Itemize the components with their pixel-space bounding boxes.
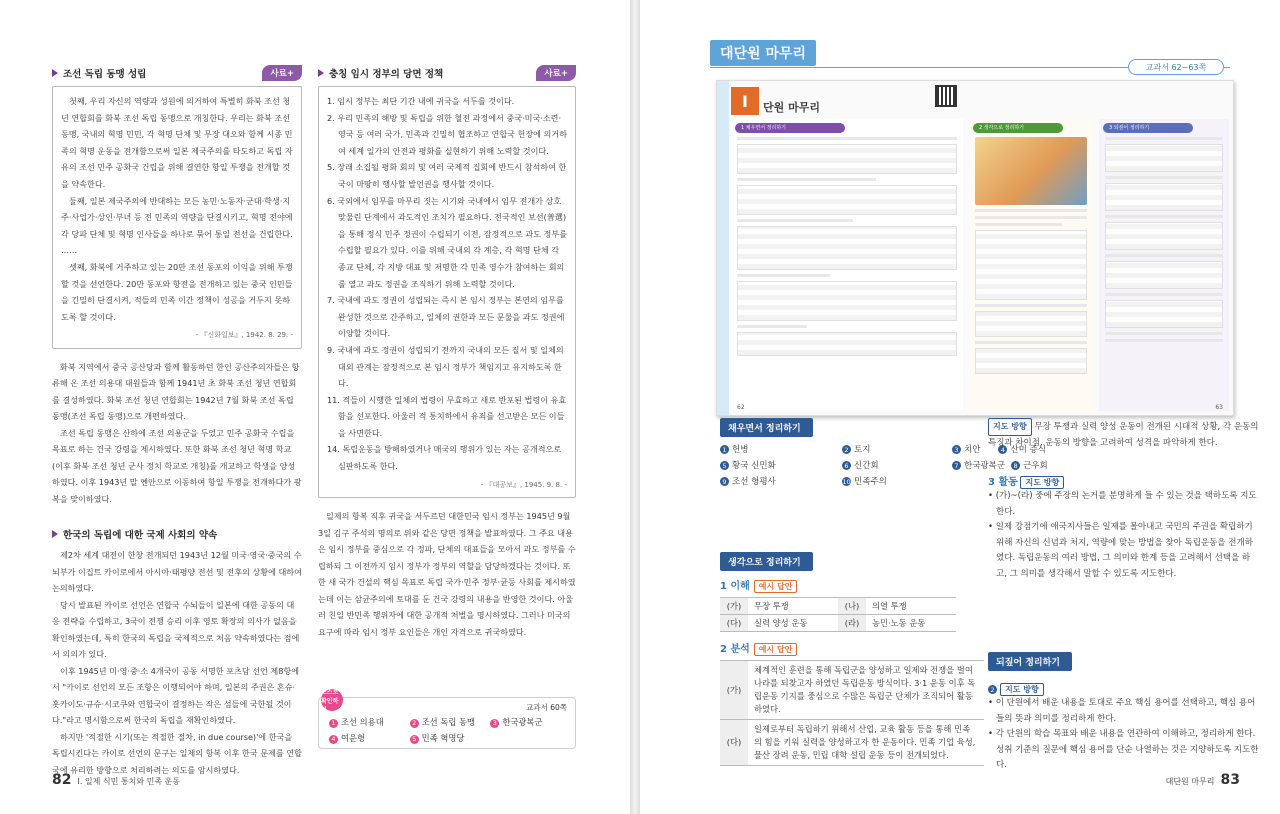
- triangle-bullet-icon: [52, 69, 58, 77]
- body-paragraph: 하지만 '적절한 시기(또는 적절한 절차, in due course)'에 한국을 독립시킨다는 카이로 선언의 문구는 일제의 항복 이후 한국 문제를 연합국에 유리한 방향으로 처리하려는 의도를 암시하였다.: [52, 731, 302, 775]
- thumbnail-page-left: 62: [737, 404, 745, 411]
- answer-table-1: [720, 597, 956, 632]
- source-citation: - 『신화일보』, 1942. 8. 29. -: [195, 331, 293, 340]
- body-paragraph: 제2차 세계 대전이 한창 전개되던 1943년 12월 미국·영국·중국의 수뇌부가 이집트 카이로에서 아시아·태평양 전선 및 전후의 상황에 대하여 논의하였다.: [52, 550, 302, 594]
- left-column-1: [52, 64, 302, 778]
- section-header-chongqing-policy: [318, 64, 576, 82]
- thumbnail-page-right: 63: [1215, 404, 1223, 411]
- body-paragraph: 당시 발표된 카이로 선언은 연합국 수뇌들이 일본에 대한 공동의 대응 전략을 수립하고, 3국이 전쟁 승리 이후 영토 확장의 의사가 없음을 확인하였는데, 특히 한국의 독립을 국제적으로 처음 약속하였다는 점에서 의의가 있다.: [52, 599, 300, 660]
- example-answer-pill: 예시 답안: [754, 643, 798, 656]
- thumbnail-column-1: [731, 119, 963, 411]
- policy-item: 5. 장래 소집될 평화 회의 및 여러 국제적 집회에 반드시 참석하여 한국이 마땅히 행사할 발언권을 행사할 것이다.: [327, 162, 567, 189]
- answer-item: 7 한국광복군 8 근우회: [952, 459, 1062, 471]
- textbook-page-ref: 교과서 62~63쪽: [1128, 59, 1224, 75]
- thumbnail-side-strip: [717, 81, 729, 415]
- table-row: (다) 실력 양성 운동 (라) 농민·노동 운동: [720, 615, 956, 632]
- body-text-1: [52, 359, 302, 508]
- answer-item: 6 신간회: [842, 459, 952, 471]
- left-footer: [52, 772, 180, 788]
- policy-list: [327, 93, 567, 475]
- page-number: 83: [1220, 772, 1240, 788]
- source-paragraph: 둘째, 일본 제국주의에 반대하는 모든 농민·노동자·군대·학생·지주·사업가·상인·부녀 등 전 민족의 역량을 단결시키고, 혁명 전야에 각 당파 단체 및 혁명 인사들을 하나로 묶어 통일 전선을 건립한다. ……: [61, 195, 293, 256]
- chapter-label: I. 일제 식민 통치와 민족 운동: [77, 777, 181, 786]
- activity-heading: 3 활동: [988, 477, 1018, 488]
- source-citation: - 『대공보』, 1945. 9. 8. -: [480, 480, 567, 489]
- thumbnail-title: 단원 마무리: [763, 101, 820, 114]
- guide-paragraph: 지도 방향 무장 투쟁과 실력 양성 운동이 전개된 시대적 상황, 각 운동의 특징과 차이점, 운동의 방향을 고려하여 성격을 파악하게 한다.: [988, 418, 1260, 451]
- thumbnail-caption: 2 생각으로 정리하기: [973, 123, 1063, 133]
- source-tag: 사료+: [262, 65, 302, 81]
- body-text-3: [318, 508, 576, 640]
- example-answer-pill: 예시 답안: [754, 580, 798, 593]
- triangle-bullet-icon: [52, 530, 58, 538]
- answer-item: 2 토지: [842, 443, 952, 455]
- table-row: (가) 체계적인 훈련을 통해 독립군을 양성하고 일제와 전쟁을 벌여 나라를 되찾고자 하였던 독립운동 방식이다. 3·1 운동 이후 독립운동 기지를 중심으로 수많은 독립군 단체가 조직되어 활동하였다.: [720, 661, 984, 720]
- section-title: 충칭 임시 정부의 당면 정책: [329, 69, 444, 80]
- bullet-item: • 이 단원에서 배운 내용을 토대로 주요 핵심 용어를 선택하고, 핵심 용어들의 뜻과 의미를 정리하게 한다.: [988, 698, 1256, 724]
- body-paragraph: 화북 지역에서 중국 공산당과 함께 활동하던 한인 공산주의자들은 항류해 온 조선 의용대 대원들과 함께 1941년 초 화북 조선 청년 연합회를 결성하였다. 화북 조선 청년 연합회는 1942년 7월 화북 조선 독립 동맹(조선 독립 동맹)으로 개편하였다.: [52, 361, 300, 422]
- left-column-2: [318, 64, 576, 640]
- recap-section: 되짚어 정리하기 2 지도 방향 • 이 단원에서 배운 내용을 토대로 주요 핵심 용어를 선택하고, 핵심 용어들의 뜻과 의미를 정리하게 한다. • 각 단원의 학습 목표와 배운 내용을 연관하여 이해하고, 정리하게 한다. 성취 기준의 질문에 핵심 용어를 단순 나열하는 것은 지양하도록 지도한다.: [988, 652, 1260, 774]
- right-footer: [1166, 772, 1240, 788]
- right-page: [640, 0, 1280, 814]
- source-paragraph: 첫째, 우리 자신의 역량과 성원에 의거하여 특별히 화북 조선 청년 연합회를 화북 조선 독립 동맹으로 개칭한다. 우리는 화북 조선 동맹, 국내의 혁명 민민, 각 혁명 단체 및 무장 대오와 함께 시종 민족의 혁명 운동을 전개함으로써 일본 제국주의를 타도하고 독립 자유의 조선 민주 공화국 건립을 위해 결연한 항일 투쟁을 전개할 것을 약속한다.: [61, 96, 293, 189]
- page-number: 82: [52, 772, 72, 788]
- section-chip: 되짚어 정리하기: [988, 652, 1072, 671]
- triangle-bullet-icon: [318, 69, 324, 77]
- thumbnail-caption: 1 채우면서 정리하기: [735, 123, 845, 133]
- body-paragraph: 일제의 항복 직후 귀국을 서두르던 대한민국 임시 정부는 1945년 9월 3일 김구 주석의 명의로 위와 같은 당면 정책을 발표하였다. 그 주요 내용은 임시 정부를 중심으로 각 정파, 단체의 대표들을 모아서 과도 정부를 수립하되 그 이전까지 임시 정부가 정부의 역할을 담당하겠다는 것이다. 또한 새 국가 건설의 핵심 목표로 독립 국가·민주 정부·균등 사회를 제시하였는데 이는 삼균주의에 토대를 둔 건국 강령의 내용을 반영한 것이다. 아울러 친일 반민족 행위자에 대한 공개적 처벌을 명시하였다. 그러나 미국의 요구에 따라 임시 정부 요인들은 개인 자격으로 귀국하였다.: [318, 511, 576, 637]
- answer-table-2: [720, 660, 984, 766]
- table-row: (가) 무장 투쟁 (나) 의열 투쟁: [720, 598, 956, 615]
- self-check-quiz: [318, 688, 576, 749]
- question-heading: 1 이해: [720, 581, 750, 592]
- answer-item: 1 헌병: [720, 443, 842, 455]
- policy-item: 9. 국내에 과도 정권이 성립되기 전까지 국내의 모든 질서 및 일체의 대외 관계는 잠정적으로 본 임시 정부가 책임지고 유지하도록 한다.: [327, 344, 564, 389]
- bullet-item: • 일제 강점기에 애국지사들은 일제를 몰아내고 국민의 주권을 확립하기 위해 자신의 신념과 처지, 역량에 맞는 방법을 찾아 독립운동을 전개하였다. 독립운동의 여러 방법, 그 의미와 한계 등을 고려해서 선택을 하고, 그 의미를 생각해서 말할 수 있도록 지도한다.: [988, 522, 1253, 579]
- body-text-2: [52, 547, 302, 778]
- policy-item: 11. 적들이 시행한 일체의 법령이 무효하고 새로 반포된 법령이 유효함을 선포한다. 아울러 적 통치하에서 유죄를 선고받은 모든 이들을 사면한다.: [327, 394, 567, 438]
- answer-item: 10 민족주의: [842, 477, 887, 487]
- quiz-answer: 5 민족 혁명당: [410, 732, 485, 744]
- answer-item: 9 조선 형평사: [720, 475, 842, 487]
- illustration-image: [975, 137, 1087, 205]
- book-spine: [630, 0, 640, 814]
- source-tag: 사료+: [536, 65, 576, 81]
- quiz-answer: 2 조선 독립 동맹: [410, 716, 485, 728]
- source-box-2: [318, 86, 576, 498]
- policy-item: 2. 우리 민족의 해방 및 독립을 위한 혈전 과정에서 중국·미국·소련·영국 등 여러 국가, 민족과 긴밀히 협조하고 연합국 헌장에 의거하여 세계 일가의 안전과 평화를 실현하기 위해 노력할 것이다.: [327, 112, 568, 156]
- guide-column: [988, 418, 1260, 774]
- thumbnail-column-3: [1099, 119, 1229, 411]
- left-page: [0, 0, 630, 814]
- unit-review-header: 대단원 마무리: [710, 40, 816, 66]
- chapter-label: 대단원 마무리: [1165, 777, 1215, 786]
- quiz-answer: 4 여운형: [329, 732, 404, 744]
- bullet-item: • (가)~(라) 중에 주장의 논거를 분명하게 들 수 있는 것을 택하도록 지도한다.: [988, 491, 1257, 517]
- section-chip: 채우면서 정리하기: [720, 418, 813, 437]
- section-header-international: [52, 525, 302, 543]
- quiz-answer: 3 한국광복군: [490, 716, 565, 728]
- body-paragraph: 이후 1945년 미·영·중·소 4개국이 공동 서명한 포츠담 선언 제8항에서 "카이로 선언의 모든 조항은 이행되어야 하며, 일본의 주권은 혼슈·홋카이도·규슈·시코쿠와 연합국이 결정하는 작은 섬들에 국한될 것이다."라고 명시함으로써 한국의 독립을 재확인하였다.: [52, 665, 300, 726]
- body-paragraph: 조선 독립 동맹은 산하에 조선 의용군을 두었고 민주 공화국 수립을 목표로 하는 건국 강령을 제시하였다. 또한 화북 조선 청년 혁명 학교(이후 화북 조선 청년 군사 정치 학교로 개칭)를 개교하고 학생을 양성하였다. 이후 1943년 말 옌안으로 이동하여 항일 투쟁을 전개하다가 광복을 맞이하였다.: [52, 427, 302, 504]
- guide-tag: 지도 방향: [1020, 476, 1064, 489]
- source-box-1: [52, 86, 302, 349]
- question-heading: 2 분석: [720, 644, 750, 655]
- policy-item: 7. 국내에 과도 정권이 성립되는 즉시 본 임시 정부는 본연의 임무를 완성한 것으로 간주하고, 일체의 권한과 모든 문물을 과도 정권에 이양할 것이다.: [327, 295, 565, 339]
- source-paragraph: 셋째, 화북에 거주하고 있는 20만 조선 동포의 이익을 위해 투쟁할 것을 선언한다. 20만 동포와 항전을 전개하고 있는 중국 인민들을 긴밀히 단결시켜, 적들의 민족 이간 정책이 성공을 거두지 못하도록 할 것이다.: [61, 261, 293, 322]
- activity-3: [988, 473, 1260, 582]
- section-title: 한국의 독립에 대한 국제 사회의 약속: [63, 530, 218, 542]
- quiz-row: [329, 732, 565, 744]
- answer-item: 5 황국 신민화: [720, 459, 842, 471]
- policy-item: 6. 국외에서 임무를 마무리 짓는 시기와 국내에서 임무 전개가 상호 맞물린 단계에서 과도적인 조치가 필요하다. 전국적인 보선(普選)을 통해 정식 민주 정권이 수립되기 이전, 잠정적으로 과도 정부를 수립할 필요가 있다. 이를 위해 국내외 각 계층, 각 혁명 단체 각 종교 단체, 각 지방 대표 및 저명한 각 민족 영수가 참여하는 회의를 열고 과도 정권을 조직하기 위해 노력할 것이다.: [327, 195, 568, 289]
- policy-item: 1. 임시 정부는 최단 기간 내에 귀국을 서두를 것이다.: [327, 96, 515, 106]
- thumbnail-column-2: [969, 119, 1093, 411]
- policy-item: 14. 독립운동을 방해하였거나 매국의 행위가 있는 자는 공개적으로 심판하도록 한다.: [327, 444, 562, 472]
- guide-tag: 지도 방향: [988, 418, 1032, 436]
- answer-item: 3 치안 4 산미 증식: [952, 443, 1062, 455]
- section-chip: 생각으로 정리하기: [720, 552, 813, 571]
- think-summary-section: [720, 552, 984, 766]
- guide-tag: 지도 방향: [1000, 683, 1044, 696]
- self-check-badge: 스스로 확인하기: [321, 689, 343, 711]
- qr-code-icon: [935, 85, 957, 107]
- quiz-answer: 1 조선 의용대: [329, 716, 404, 728]
- table-row: (다) 일제로부터 독립하기 위해서 산업, 교육 활동 등을 통해 민족의 힘을 키워 실력을 양성하고자 한 운동이다. 민족 기업 육성, 물산 장려 운동, 민립 대학 설립 운동 등이 전개되었다.: [720, 720, 984, 766]
- textbook-page-thumbnail: [716, 80, 1234, 416]
- unit-number-badge: I: [731, 87, 759, 115]
- section-title: 조선 독립 동맹 성립: [63, 69, 147, 80]
- textbook-page-ref: 교과서 60쪽: [526, 703, 567, 712]
- bullet-item: • 각 단원의 학습 목표와 배운 내용을 연관하여 이해하고, 정리하게 한다. 성취 기준의 질문에 핵심 용어를 단순 나열하는 것은 지양하도록 지도한다.: [988, 729, 1259, 770]
- quiz-row: [329, 716, 565, 728]
- thumbnail-caption: 3 되짚어 정리하기: [1103, 123, 1193, 133]
- section-header-joseon-independence: [52, 64, 302, 82]
